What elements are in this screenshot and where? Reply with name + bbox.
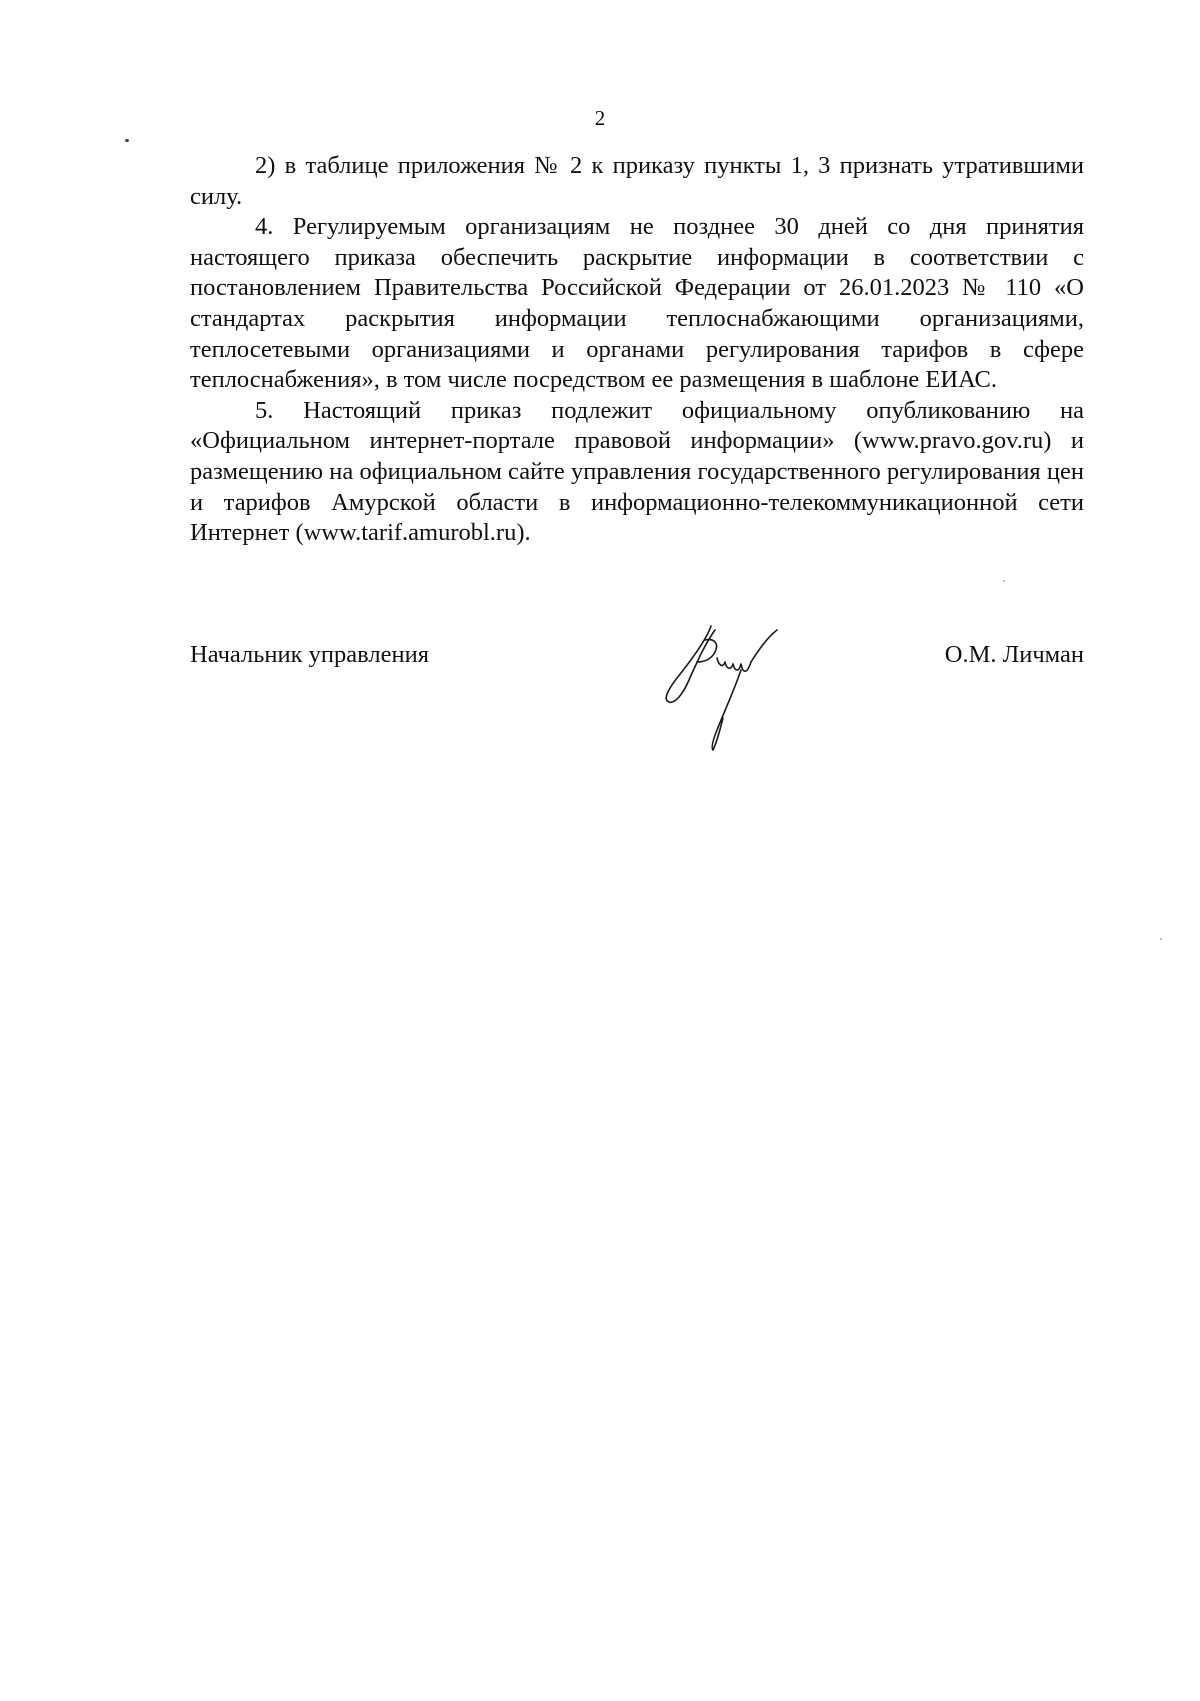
scan-speck (1160, 938, 1162, 940)
scan-speck (1003, 580, 1005, 582)
handwritten-signature (645, 618, 795, 763)
page-number: 2 (594, 106, 606, 130)
document-body (190, 151, 1084, 549)
signer-title: Начальник управления (190, 641, 429, 668)
signer-name: О.М. Личман (944, 641, 1084, 668)
paragraph-item-2: 2) в таблице приложения № 2 к приказу пункты 1, 3 признать утратившими силу. (190, 152, 1084, 210)
paragraph-4: 4. Регулируемым организациям не позднее 30 дней со дня принятия настоящего приказа обеспечить раскрытие информации в соответствии с постановлением Правительства Российской Федерации от 26.01.2023 № 110 «О стандартах раскрытия информации теплоснабжающими организациями, теплосетевыми организациями и органами регулирования тарифов в сфере теплоснабжения», в том числе посредством ее размещения в шаблоне ЕИАС. (190, 213, 1084, 394)
signature-block (190, 640, 1084, 760)
scan-speck (125, 139, 129, 142)
paragraph-5: 5. Настоящий приказ подлежит официальному опубликованию на «Официальном интернет-портале правовой информации» (www.pravo.gov.ru) и размещению на официальном сайте управления государственного регулирования цен и тарифов Амурской области в информационно-телекоммуникационной сети Интернет (www.tarif.amurobl.ru). (190, 396, 1084, 547)
